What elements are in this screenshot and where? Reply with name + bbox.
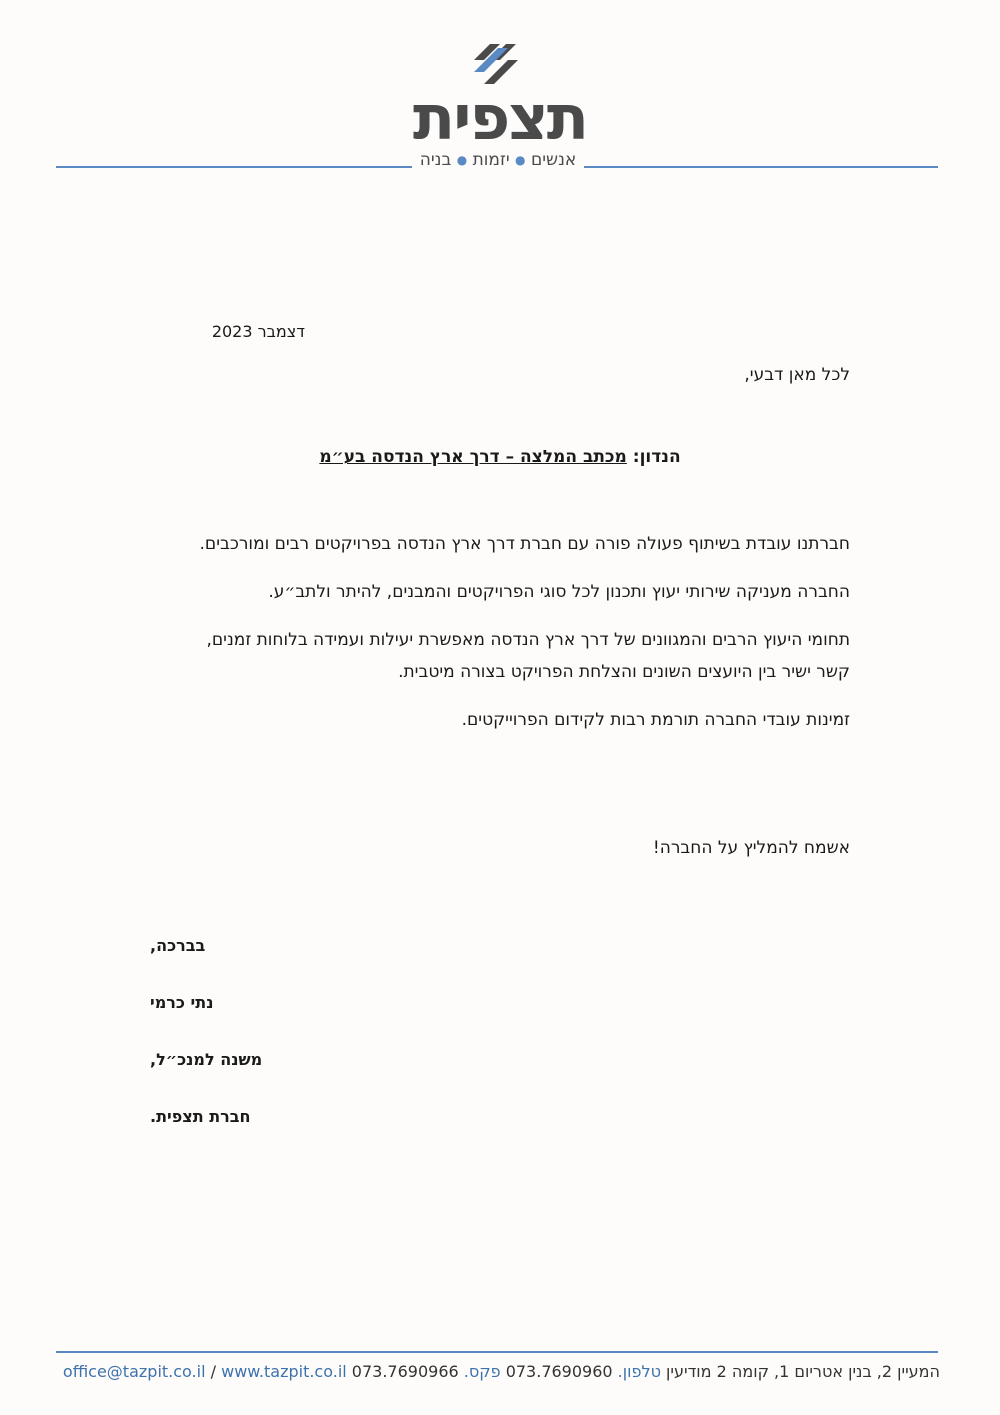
company-logo-name: תצפית [412,81,588,154]
paragraph: חברתנו עובדת בשיתוף פעולה פורה עם חברת דרך ארץ הנדסה בפרויקטים רבים ומורכבים. [199,534,850,554]
paragraph: תחומי היעוץ הרבים והמגוונים של דרך ארץ הנדסה מאפשרת יעילות ועמידה בלוחות זמנים, קשר ישיר בין היועצים השונים והצלחת הפרויקט בצורה מיטבית. [206,630,850,682]
letter-closing: אשמח להמליץ על החברה! [652,838,850,858]
signature-greeting: בברכה, [150,936,206,955]
fax-label: פקס. [463,1362,501,1381]
subject-text: מכתב המלצה – דרך ארץ הנדסה בע״מ [319,447,627,467]
footer-address: המעיין 2, בנין אטריום 1, קומה 2 מודיעין [666,1362,940,1381]
footer-divider [56,1351,938,1353]
footer-separator: / [210,1362,217,1381]
logo-stripes-icon [470,38,526,86]
header-divider-left [56,166,412,168]
logo-tagline: אנשים ● יזמות ● בניה [419,150,577,170]
subject-label: הנדון: [632,447,681,467]
paragraph: החברה מעניקה שירותי יעוץ ותכנון לכל סוגי הפרויקטים והמבנים, להיתר ולתב״ע. [268,582,850,602]
fax-number: 073.7690966 [351,1362,459,1381]
signature-title: משנה למנכ״ל, [150,1050,263,1069]
phone-label: טלפון. [617,1362,661,1381]
letter-subject [0,447,1000,467]
header-divider-right [584,166,938,168]
footer-contact [56,1362,940,1381]
signature-name: נתי כרמי [150,993,214,1012]
email-link[interactable]: office@tazpit.co.il [62,1362,206,1381]
letter-date: דצמבר 2023 [211,322,305,341]
paragraph: זמינות עובדי החברה תורמת רבות לקידום הפרוייקטים. [461,710,850,730]
website-link[interactable]: www.tazpit.co.il [221,1362,347,1381]
signature-company: חברת תצפית. [150,1107,251,1126]
phone-number: 073.7690960 [505,1362,613,1381]
letter-recipient: לכל מאן דבעי, [744,365,850,385]
letter-body [190,528,850,752]
